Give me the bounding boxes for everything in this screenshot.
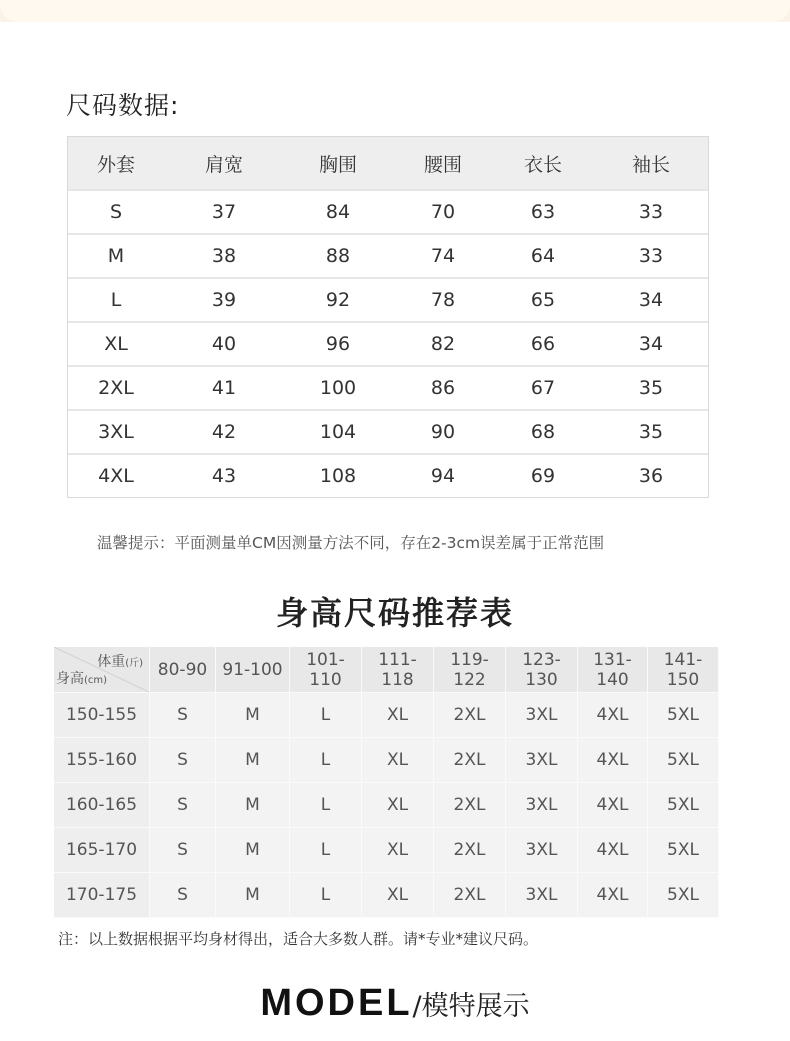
table-cell: 84 — [325, 201, 351, 223]
height-label: 身高(cm) — [56, 671, 108, 687]
weight-header-cell: 119-122 — [434, 647, 506, 693]
table-cell: 2XL — [434, 693, 506, 738]
table-cell: 5XL — [648, 873, 719, 918]
table-cell: L — [290, 783, 362, 828]
table-row — [54, 828, 719, 873]
table-cell: XL — [362, 693, 434, 738]
table-cell: 34 — [638, 289, 664, 311]
table-cell: L — [110, 289, 122, 311]
height-cell: 150-155 — [54, 693, 150, 738]
table-cell: 86 — [430, 377, 456, 399]
size-data-title: 尺码数据: — [66, 91, 180, 120]
table-row — [68, 189, 708, 233]
table-cell: 2XL — [434, 828, 506, 873]
table-cell: XL — [362, 783, 434, 828]
table-cell: 2XL — [434, 738, 506, 783]
table-cell: M — [216, 873, 290, 918]
table-cell: 43 — [211, 465, 237, 487]
table-cell: 39 — [211, 289, 237, 311]
table-cell: 94 — [430, 465, 456, 487]
table-cell: 33 — [638, 245, 664, 267]
table-cell: 70 — [430, 201, 456, 223]
weight-header-cell: 101-110 — [290, 647, 362, 693]
table-cell: 35 — [638, 421, 664, 443]
table-row — [68, 233, 708, 277]
model-heading-zh: /模特展示 — [412, 991, 530, 1022]
table-cell: 82 — [430, 333, 456, 355]
weight-header-cell: 131-140 — [578, 647, 648, 693]
table-cell: 74 — [430, 245, 456, 267]
size-header-cell: 腰围 — [423, 153, 462, 176]
recommend-table — [54, 647, 719, 918]
table-row — [54, 738, 719, 783]
table-cell: 78 — [430, 289, 456, 311]
table-cell: S — [150, 783, 216, 828]
table-cell: 69 — [530, 465, 556, 487]
table-cell: 3XL — [506, 738, 578, 783]
size-header-cell: 衣长 — [523, 153, 562, 176]
size-data-table — [67, 136, 709, 498]
weight-header-cell: 141-150 — [648, 647, 719, 693]
table-cell: 42 — [211, 421, 237, 443]
table-cell: 33 — [638, 201, 664, 223]
table-cell: XL — [104, 333, 128, 355]
table-cell: M — [216, 828, 290, 873]
table-cell: 100 — [319, 377, 357, 399]
table-cell: 104 — [319, 421, 357, 443]
table-cell: 2XL — [434, 783, 506, 828]
recommend-note: 注：以上数据根据平均身材得出，适合大多数人群。请*专业*建议尺码。 — [58, 930, 539, 948]
table-cell: M — [107, 245, 125, 267]
size-header-cell: 肩宽 — [204, 153, 243, 176]
model-heading-en: MODEL — [260, 982, 413, 1024]
table-cell: 5XL — [648, 783, 719, 828]
table-cell: S — [150, 873, 216, 918]
table-row — [68, 453, 708, 497]
table-cell: 68 — [530, 421, 556, 443]
table-cell: S — [109, 201, 123, 223]
table-row — [68, 277, 708, 321]
table-cell: S — [150, 828, 216, 873]
table-row — [54, 873, 719, 918]
table-cell: 3XL — [506, 783, 578, 828]
table-cell: 2XL — [98, 377, 134, 399]
table-cell: 108 — [319, 465, 357, 487]
table-cell: 34 — [638, 333, 664, 355]
table-cell: 38 — [211, 245, 237, 267]
recommend-table-title: 身高尺码推荐表 — [275, 594, 514, 632]
table-cell: M — [216, 783, 290, 828]
table-cell: L — [290, 693, 362, 738]
weight-header-cell: 91-100 — [216, 647, 290, 693]
table-cell: 4XL — [578, 738, 648, 783]
table-cell: L — [290, 873, 362, 918]
table-cell: 41 — [211, 377, 237, 399]
table-cell: L — [290, 738, 362, 783]
table-row — [68, 365, 708, 409]
table-cell: 4XL — [578, 828, 648, 873]
table-cell: M — [216, 693, 290, 738]
table-cell: 92 — [325, 289, 351, 311]
table-cell: 63 — [530, 201, 556, 223]
height-cell: 170-175 — [54, 873, 150, 918]
weight-label: 体重(斤) — [97, 654, 143, 670]
table-cell: M — [216, 738, 290, 783]
table-cell: 88 — [325, 245, 351, 267]
weight-header-cell: 111-118 — [362, 647, 434, 693]
table-cell: 67 — [530, 377, 556, 399]
table-cell: 5XL — [648, 828, 719, 873]
model-heading — [0, 982, 790, 1025]
table-row — [68, 321, 708, 365]
table-cell: 5XL — [648, 693, 719, 738]
table-cell: 65 — [530, 289, 556, 311]
table-row — [68, 409, 708, 453]
table-row — [54, 783, 719, 828]
table-cell: S — [150, 693, 216, 738]
corner-cell — [54, 647, 150, 693]
table-cell: 35 — [638, 377, 664, 399]
table-cell: 40 — [211, 333, 237, 355]
table-cell: S — [150, 738, 216, 783]
table-cell: 4XL — [578, 693, 648, 738]
table-cell: 3XL — [506, 693, 578, 738]
table-cell: 64 — [530, 245, 556, 267]
table-cell: 36 — [638, 465, 664, 487]
height-cell: 155-160 — [54, 738, 150, 783]
table-cell: XL — [362, 738, 434, 783]
size-table-header — [68, 137, 708, 189]
height-cell: 160-165 — [54, 783, 150, 828]
top-banner-strip — [0, 0, 790, 22]
table-cell: 5XL — [648, 738, 719, 783]
table-cell: 4XL — [578, 783, 648, 828]
table-cell: 4XL — [98, 465, 134, 487]
table-cell: 4XL — [578, 873, 648, 918]
size-header-cell: 外套 — [96, 153, 135, 176]
table-cell: 96 — [325, 333, 351, 355]
measurement-tip: 温馨提示：平面测量单CM因测量方法不同，存在2-3cm误差属于正常范围 — [97, 534, 605, 552]
height-cell: 165-170 — [54, 828, 150, 873]
table-cell: XL — [362, 828, 434, 873]
table-cell: 90 — [430, 421, 456, 443]
table-cell: 3XL — [506, 828, 578, 873]
size-header-cell: 胸围 — [318, 153, 357, 176]
table-cell: 66 — [530, 333, 556, 355]
size-header-cell: 袖长 — [631, 153, 670, 176]
table-cell: 3XL — [98, 421, 134, 443]
table-cell: XL — [362, 873, 434, 918]
table-cell: 37 — [211, 201, 237, 223]
recommend-header-row — [54, 647, 719, 693]
table-cell: 2XL — [434, 873, 506, 918]
weight-header-cell: 123-130 — [506, 647, 578, 693]
table-cell: 3XL — [506, 873, 578, 918]
weight-header-cell: 80-90 — [150, 647, 216, 693]
table-row — [54, 693, 719, 738]
table-cell: L — [290, 828, 362, 873]
